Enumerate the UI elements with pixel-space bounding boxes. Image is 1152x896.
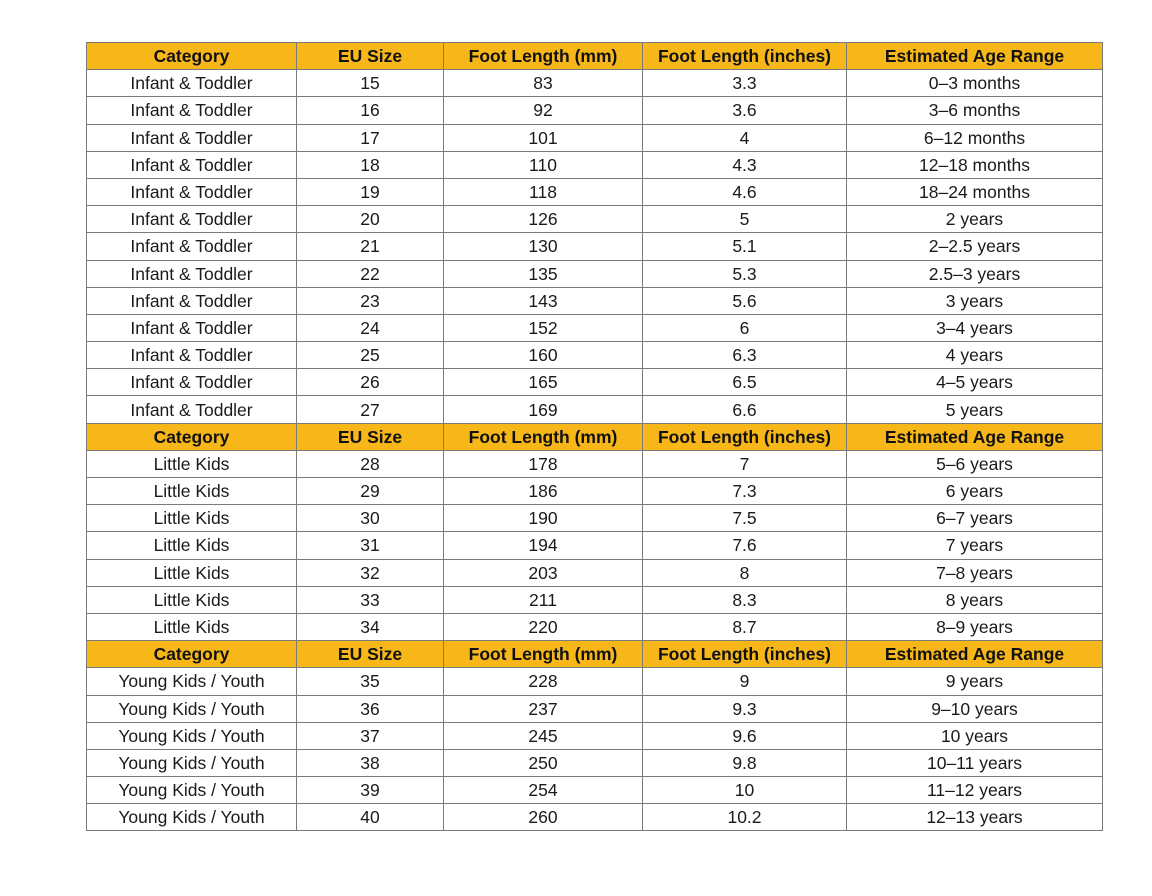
table-header-row [87,43,1103,70]
cell-foot-length-inches: 6.5 [643,369,847,396]
cell-foot-length-mm: 228 [444,668,643,695]
cell-foot-length-mm: 118 [444,178,643,205]
cell-age-range: 4–5 years [847,369,1103,396]
header-foot-length-mm: Foot Length (mm) [444,43,643,70]
cell-foot-length-inches: 5.3 [643,260,847,287]
table-row [87,450,1103,477]
cell-age-range: 11–12 years [847,777,1103,804]
cell-age-range: 9 years [847,668,1103,695]
cell-age-range: 0–3 months [847,70,1103,97]
cell-foot-length-inches: 9.3 [643,695,847,722]
cell-foot-length-mm: 245 [444,722,643,749]
header-eu-size: EU Size [297,641,444,668]
cell-eu-size: 28 [297,450,444,477]
cell-foot-length-mm: 250 [444,749,643,776]
table-row [87,559,1103,586]
table-row [87,151,1103,178]
cell-age-range: 7–8 years [847,559,1103,586]
cell-foot-length-mm: 186 [444,478,643,505]
cell-category: Young Kids / Youth [87,804,297,831]
cell-foot-length-mm: 165 [444,369,643,396]
cell-foot-length-inches: 9.6 [643,722,847,749]
table-row [87,124,1103,151]
table-row [87,804,1103,831]
cell-foot-length-mm: 110 [444,151,643,178]
cell-age-range: 5–6 years [847,450,1103,477]
cell-foot-length-mm: 237 [444,695,643,722]
cell-age-range: 5 years [847,396,1103,423]
cell-age-range: 3–4 years [847,314,1103,341]
table-row [87,613,1103,640]
cell-foot-length-inches: 7 [643,450,847,477]
cell-eu-size: 16 [297,97,444,124]
cell-eu-size: 40 [297,804,444,831]
table-row [87,396,1103,423]
table-row [87,342,1103,369]
cell-age-range: 2 years [847,206,1103,233]
cell-age-range: 10 years [847,722,1103,749]
table-row [87,260,1103,287]
cell-foot-length-inches: 10.2 [643,804,847,831]
cell-foot-length-mm: 152 [444,314,643,341]
table-row [87,206,1103,233]
cell-foot-length-inches: 4.3 [643,151,847,178]
table-row [87,532,1103,559]
table-row [87,586,1103,613]
cell-foot-length-mm: 203 [444,559,643,586]
cell-eu-size: 26 [297,369,444,396]
cell-foot-length-inches: 5.6 [643,287,847,314]
cell-category: Young Kids / Youth [87,695,297,722]
cell-category: Little Kids [87,586,297,613]
cell-eu-size: 31 [297,532,444,559]
table-row [87,287,1103,314]
table-row [87,505,1103,532]
cell-age-range: 8–9 years [847,613,1103,640]
cell-age-range: 7 years [847,532,1103,559]
header-foot-length-mm: Foot Length (mm) [444,641,643,668]
table-row [87,749,1103,776]
section-header-row [87,641,1103,668]
header-category: Category [87,43,297,70]
table-row [87,314,1103,341]
cell-eu-size: 24 [297,314,444,341]
cell-eu-size: 22 [297,260,444,287]
cell-category: Infant & Toddler [87,233,297,260]
cell-age-range: 12–13 years [847,804,1103,831]
table-row [87,178,1103,205]
cell-eu-size: 35 [297,668,444,695]
cell-foot-length-inches: 10 [643,777,847,804]
cell-eu-size: 38 [297,749,444,776]
cell-foot-length-mm: 143 [444,287,643,314]
header-age-range: Estimated Age Range [847,423,1103,450]
table-row [87,695,1103,722]
cell-eu-size: 33 [297,586,444,613]
cell-eu-size: 32 [297,559,444,586]
cell-foot-length-inches: 9 [643,668,847,695]
cell-age-range: 12–18 months [847,151,1103,178]
cell-foot-length-mm: 178 [444,450,643,477]
cell-category: Young Kids / Youth [87,777,297,804]
cell-foot-length-mm: 130 [444,233,643,260]
cell-eu-size: 17 [297,124,444,151]
cell-age-range: 8 years [847,586,1103,613]
cell-foot-length-inches: 4.6 [643,178,847,205]
cell-foot-length-mm: 135 [444,260,643,287]
cell-foot-length-inches: 5.1 [643,233,847,260]
cell-foot-length-mm: 260 [444,804,643,831]
section-header-row [87,423,1103,450]
cell-age-range: 6–7 years [847,505,1103,532]
cell-foot-length-inches: 8.3 [643,586,847,613]
cell-eu-size: 21 [297,233,444,260]
cell-category: Little Kids [87,532,297,559]
cell-eu-size: 30 [297,505,444,532]
table-row [87,369,1103,396]
cell-category: Infant & Toddler [87,260,297,287]
cell-foot-length-inches: 4 [643,124,847,151]
cell-eu-size: 18 [297,151,444,178]
cell-eu-size: 36 [297,695,444,722]
table-row [87,70,1103,97]
cell-category: Infant & Toddler [87,178,297,205]
shoe-size-table [86,42,1103,831]
cell-eu-size: 27 [297,396,444,423]
cell-foot-length-inches: 9.8 [643,749,847,776]
cell-foot-length-inches: 7.5 [643,505,847,532]
cell-foot-length-mm: 211 [444,586,643,613]
header-foot-length-inches: Foot Length (inches) [643,43,847,70]
cell-foot-length-mm: 83 [444,70,643,97]
header-foot-length-mm: Foot Length (mm) [444,423,643,450]
cell-category: Young Kids / Youth [87,722,297,749]
table-row [87,777,1103,804]
table-row [87,233,1103,260]
header-foot-length-inches: Foot Length (inches) [643,641,847,668]
cell-category: Infant & Toddler [87,287,297,314]
cell-eu-size: 23 [297,287,444,314]
cell-age-range: 18–24 months [847,178,1103,205]
table-body [87,43,1103,831]
cell-foot-length-mm: 92 [444,97,643,124]
header-category: Category [87,423,297,450]
cell-category: Little Kids [87,450,297,477]
cell-category: Little Kids [87,613,297,640]
cell-foot-length-mm: 169 [444,396,643,423]
cell-category: Infant & Toddler [87,124,297,151]
cell-category: Infant & Toddler [87,314,297,341]
cell-foot-length-inches: 6 [643,314,847,341]
cell-age-range: 6–12 months [847,124,1103,151]
cell-eu-size: 29 [297,478,444,505]
table-row [87,722,1103,749]
table-row [87,97,1103,124]
cell-eu-size: 37 [297,722,444,749]
cell-foot-length-inches: 7.3 [643,478,847,505]
cell-age-range: 3–6 months [847,97,1103,124]
cell-category: Little Kids [87,478,297,505]
cell-category: Infant & Toddler [87,70,297,97]
cell-foot-length-mm: 160 [444,342,643,369]
table-row [87,668,1103,695]
cell-foot-length-mm: 190 [444,505,643,532]
header-age-range: Estimated Age Range [847,641,1103,668]
cell-category: Infant & Toddler [87,97,297,124]
cell-category: Little Kids [87,559,297,586]
cell-eu-size: 25 [297,342,444,369]
table-row [87,478,1103,505]
cell-eu-size: 19 [297,178,444,205]
cell-eu-size: 15 [297,70,444,97]
cell-foot-length-inches: 5 [643,206,847,233]
header-category: Category [87,641,297,668]
cell-category: Infant & Toddler [87,151,297,178]
cell-age-range: 2–2.5 years [847,233,1103,260]
cell-foot-length-mm: 254 [444,777,643,804]
cell-age-range: 3 years [847,287,1103,314]
cell-category: Young Kids / Youth [87,749,297,776]
cell-eu-size: 39 [297,777,444,804]
cell-age-range: 9–10 years [847,695,1103,722]
cell-category: Infant & Toddler [87,396,297,423]
header-age-range: Estimated Age Range [847,43,1103,70]
cell-category: Infant & Toddler [87,206,297,233]
cell-age-range: 10–11 years [847,749,1103,776]
cell-category: Infant & Toddler [87,342,297,369]
cell-foot-length-mm: 101 [444,124,643,151]
cell-age-range: 4 years [847,342,1103,369]
cell-eu-size: 20 [297,206,444,233]
cell-foot-length-inches: 3.3 [643,70,847,97]
cell-category: Little Kids [87,505,297,532]
cell-foot-length-inches: 7.6 [643,532,847,559]
cell-foot-length-inches: 6.6 [643,396,847,423]
cell-foot-length-mm: 194 [444,532,643,559]
cell-age-range: 6 years [847,478,1103,505]
cell-eu-size: 34 [297,613,444,640]
cell-foot-length-inches: 8.7 [643,613,847,640]
cell-foot-length-inches: 6.3 [643,342,847,369]
cell-foot-length-inches: 3.6 [643,97,847,124]
cell-foot-length-mm: 220 [444,613,643,640]
cell-age-range: 2.5–3 years [847,260,1103,287]
header-eu-size: EU Size [297,423,444,450]
header-eu-size: EU Size [297,43,444,70]
cell-foot-length-mm: 126 [444,206,643,233]
header-foot-length-inches: Foot Length (inches) [643,423,847,450]
cell-category: Infant & Toddler [87,369,297,396]
cell-category: Young Kids / Youth [87,668,297,695]
cell-foot-length-inches: 8 [643,559,847,586]
